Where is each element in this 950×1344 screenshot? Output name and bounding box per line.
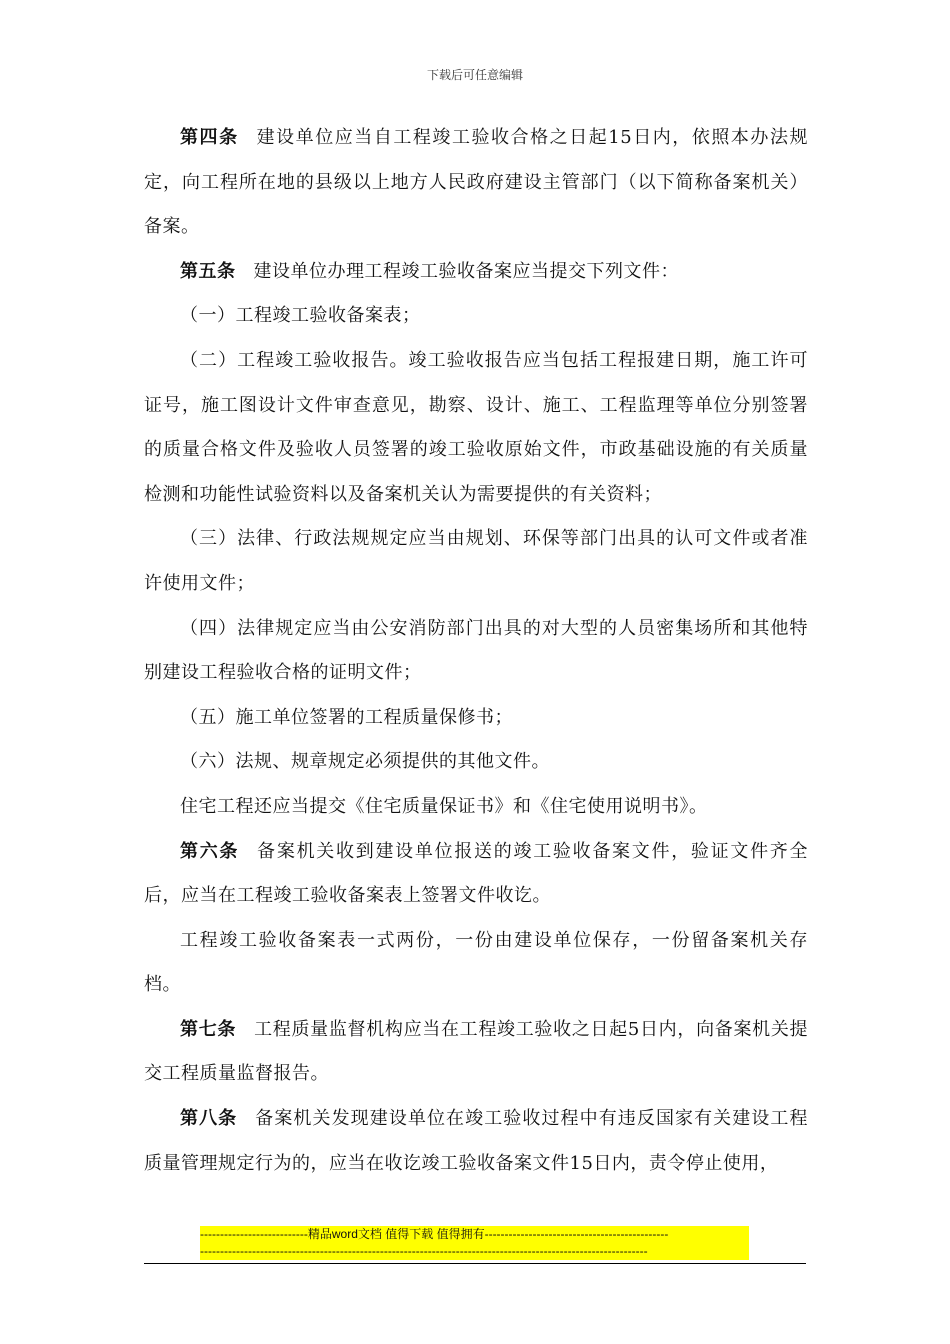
paragraph-article-7	[144, 1008, 808, 1097]
paragraph-text: 工程质量监督机构应当在工程竣工验收之日起5日内，向备案机关提交工程质量监督报告。	[144, 1018, 809, 1085]
header-note: 下载后可任意编辑	[426, 68, 523, 82]
paragraph-article-4	[144, 116, 808, 250]
paragraph-article-8	[144, 1097, 808, 1186]
paragraph-article-5	[144, 250, 808, 295]
paragraph-text: 建设单位办理工程竣工验收备案应当提交下列文件：	[253, 260, 679, 282]
list-item-1	[144, 294, 808, 339]
paragraph-text: （五）施工单位签署的工程质量保修书；	[180, 706, 513, 728]
bottom-rule	[144, 1263, 806, 1264]
article-number: 第五条	[180, 260, 236, 282]
paragraph-text: 建设单位应当自工程竣工验收合格之日起15日内，依照本办法规定，向工程所在地的县级以上地方人民政府建设主管部门（以下简称备案机关）备案。	[144, 127, 808, 238]
article-number: 第七条	[180, 1018, 237, 1040]
list-item-6	[144, 740, 808, 785]
paragraph-text: （三）法律、行政法规规定应当由规划、环保等部门出具的认可文件或者准许使用文件；	[144, 528, 808, 594]
paragraph-text: 备案机关收到建设单位报送的竣工验收备案文件，验证文件齐全后，应当在工程竣工验收备案表上签署文件收讫。	[144, 840, 809, 907]
article-number: 第八条	[180, 1108, 238, 1130]
list-item-2	[144, 339, 808, 517]
paragraph-text: （四）法律规定应当由公安消防部门出具的对大型的人员密集场所和其他特别建设工程验收合格的证明文件；	[144, 617, 808, 684]
paragraph-text: 住宅工程还应当提交《住宅质量保证书》和《住宅使用说明书》。	[180, 795, 708, 817]
list-item-3	[144, 517, 808, 606]
document-body	[144, 116, 808, 1186]
paragraph-article-6	[144, 830, 808, 919]
paragraph-text: 备案机关发现建设单位在竣工验收过程中有违反国家有关建设工程质量管理规定行为的，应当在收讫竣工验收备案文件15日内，责令停止使用，	[144, 1108, 809, 1174]
footer-banner	[200, 1226, 749, 1260]
paragraph-text: （二）工程竣工验收报告。竣工验收报告应当包括工程报建日期，施工许可证号，施工图设计文件审查意见，勘察、设计、施工、工程监理等单位分别签署的质量合格文件及验收人员签署的竣工验收原始文件，市政基础设施的有关质量检测和功能性试验资料以及备案机关认为需要提供的有关资料；	[144, 349, 808, 505]
paragraph-filing-form	[144, 919, 808, 1008]
paragraph-residential	[144, 785, 808, 830]
footer-line-2: ----------------------------------------------------------------------------------------------------------------	[200, 1244, 648, 1258]
article-number: 第四条	[180, 127, 239, 148]
footer-line-1: ---------------------------精品word文档 值得下载 值得拥有----------------------------------------------	[200, 1227, 669, 1241]
paragraph-text: （六）法规、规章规定必须提供的其他文件。	[180, 751, 550, 773]
paragraph-text: 工程竣工验收备案表一式两份，一份由建设单位保存，一份留备案机关存档。	[144, 929, 808, 996]
paragraph-text: （一）工程竣工验收备案表；	[180, 305, 421, 327]
list-item-4	[144, 607, 808, 696]
list-item-5	[144, 696, 808, 741]
article-number: 第六条	[180, 840, 240, 862]
